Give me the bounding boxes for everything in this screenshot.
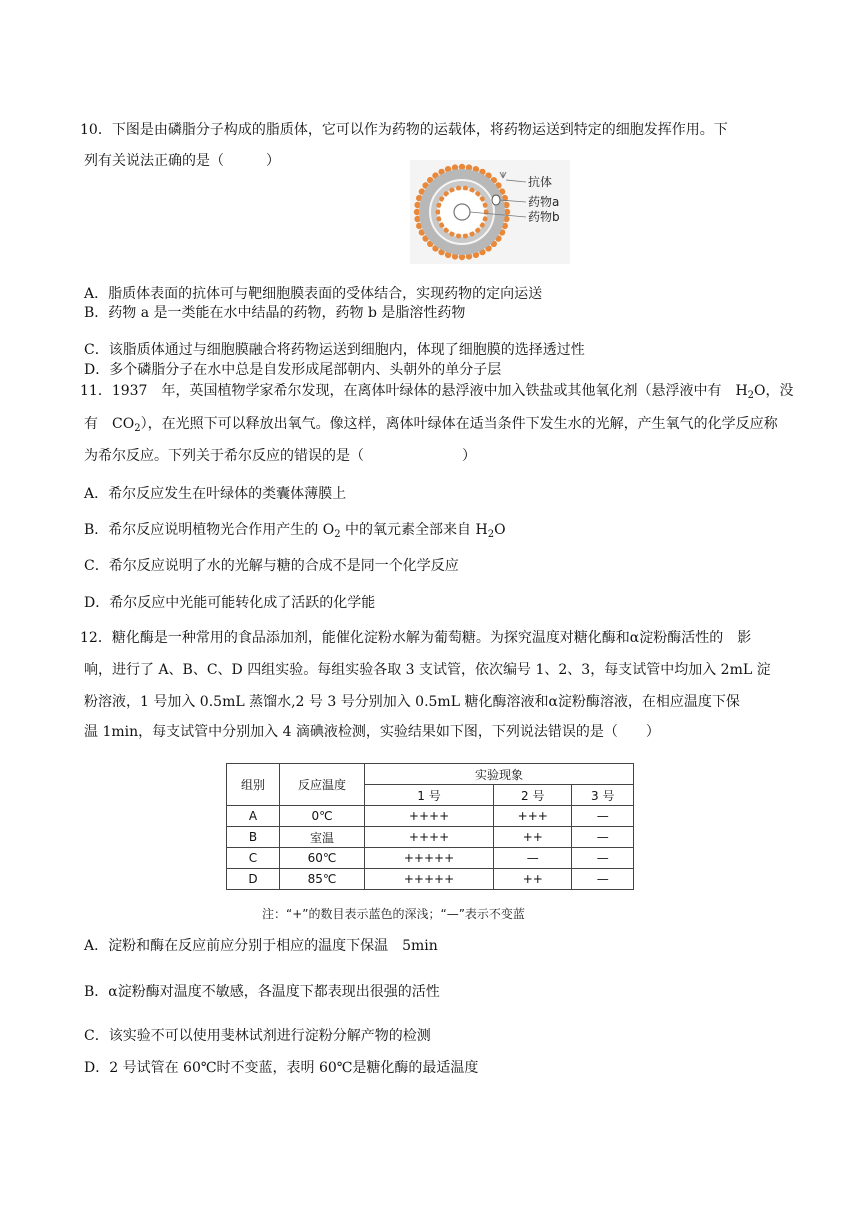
cell-tube1: +++++ xyxy=(365,869,494,890)
cell-temp: 0℃ xyxy=(280,806,365,827)
header-tube-3: 3 号 xyxy=(572,785,634,806)
q11-stem-line2: 有 $CO_2$），在光照下可以释放出氧气。像这样，离体叶绿体在适当条件下发生水的光解，产生氧气的化学反应称 xyxy=(84,416,778,434)
q10-stem-line1: 10．下图是由磷脂分子构成的脂质体，它可以作为药物的运载体，将药物运送到特定的细胞发挥作用。下 xyxy=(80,122,728,138)
q10-option-a: A．脂质体表面的抗体可与靶细胞膜表面的受体结合，实现药物的定向运送 xyxy=(84,286,543,302)
q12-option-b: B．α淀粉酶对温度不敏感，各温度下都表现出很强的活性 xyxy=(84,984,440,1000)
cell-group: A xyxy=(227,806,280,827)
q10-option-b: B．药物 a 是一类能在水中结晶的药物，药物 b 是脂溶性药物 xyxy=(84,305,466,321)
q11-option-a: A．希尔反应发生在叶绿体的类囊体薄膜上 xyxy=(84,486,347,502)
cell-tube2: ++ xyxy=(494,827,572,848)
cell-tube2: ++ xyxy=(494,869,572,890)
q12-option-c: C．该实验不可以使用斐林试剂进行淀粉分解产物的检测 xyxy=(84,1028,431,1044)
cell-tube3: — xyxy=(572,848,634,869)
q11-option-b: B．希尔反应说明植物光合作用产生的 $O_2$ 中的氧元素全部来自 $H_2O$ xyxy=(84,522,506,540)
cell-tube3: — xyxy=(572,827,634,848)
liposome-figure xyxy=(410,160,570,264)
label-drug-b: 药物b xyxy=(528,210,560,224)
table-row xyxy=(227,848,634,869)
q12-stem-line4: 温 1min，每支试管中分别加入 4 滴碘液检测，实验结果如下图，下列说法错误的是（ ） xyxy=(84,724,660,740)
q10-option-c: C．该脂质体通过与细胞膜融合将药物运送到细胞内，体现了细胞膜的选择透过性 xyxy=(84,342,585,358)
cell-temp: 室温 xyxy=(280,827,365,848)
q12-option-d: D．2 号试管在 60℃时不变蓝，表明 60℃是糖化酶的最适温度 xyxy=(84,1060,479,1076)
phospholipid-head xyxy=(456,233,461,238)
q12-stem-line1: 12．糖化酶是一种常用的食品添加剂，能催化淀粉水解为葡萄糖。为探究温度对糖化酶和α淀粉酶活性的 影 xyxy=(80,630,752,646)
header-phenomenon: 实验现象 xyxy=(365,764,634,785)
cell-tube1: ++++ xyxy=(365,827,494,848)
results-table xyxy=(226,763,634,890)
cell-tube2: +++ xyxy=(494,806,572,827)
table-row xyxy=(227,869,634,890)
cell-tube3: — xyxy=(572,806,634,827)
drug-a-marker xyxy=(492,195,500,205)
label-antibody: 抗体 xyxy=(528,175,553,189)
q12-stem-line2: 响，进行了 A、B、C、D 四组实验。每组实验各取 3 支试管，依次编号 1、2、3，每支试管中均加入 2mL 淀 xyxy=(84,662,771,678)
q10-stem-line2: 列有关说法正确的是（ ） xyxy=(84,153,280,169)
phospholipid-head xyxy=(463,233,468,238)
q11-option-d: D．希尔反应中光能可能转化成了活跃的化学能 xyxy=(84,595,376,611)
header-tube-2: 2 号 xyxy=(494,785,572,806)
cell-temp: 85℃ xyxy=(280,869,365,890)
cell-group: B xyxy=(227,827,280,848)
table-note: 注：“+”的数目表示蓝色的深浅；“—”表示不变蓝 xyxy=(262,907,525,921)
cell-temp: 60℃ xyxy=(280,848,365,869)
cell-tube1: +++++ xyxy=(365,848,494,869)
phospholipid-head xyxy=(435,209,440,214)
cell-group: C xyxy=(227,848,280,869)
cell-tube2: — xyxy=(494,848,572,869)
header-group: 组别 xyxy=(227,764,280,806)
q12-option-a: A．淀粉和酶在反应前应分别于相应的温度下保温 5min xyxy=(84,938,438,954)
header-tube-1: 1 号 xyxy=(365,785,494,806)
header-temperature: 反应温度 xyxy=(280,764,365,806)
table-row xyxy=(227,806,634,827)
phospholipid-head xyxy=(456,186,461,191)
cell-group: D xyxy=(227,869,280,890)
cell-tube3: — xyxy=(572,869,634,890)
q12-stem-line3: 粉溶液，1 号加入 0.5mL 蒸馏水,2 号 3 号分别加入 0.5mL 糖化酶溶液和α淀粉酶溶液，在相应温度下保 xyxy=(84,694,740,710)
q11-stem-line1: 11．1937 年，英国植物学家希尔发现，在离体叶绿体的悬浮液中加入铁盐或其他氧化剂（悬浮液中有 $H_2O$，没 xyxy=(80,383,794,401)
label-drug-a: 药物a xyxy=(528,195,560,209)
cell-tube1: ++++ xyxy=(365,806,494,827)
q10-option-d: D．多个磷脂分子在水中总是自发形成尾部朝内、头朝外的单分子层 xyxy=(84,362,502,378)
q11-stem-line3: 为希尔反应。下列关于希尔反应的错误的是（ ） xyxy=(84,448,476,464)
q11-option-c: C．希尔反应说明了水的光解与糖的合成不是同一个化学反应 xyxy=(84,558,459,574)
phospholipid-head xyxy=(463,186,468,191)
table-row xyxy=(227,827,634,848)
